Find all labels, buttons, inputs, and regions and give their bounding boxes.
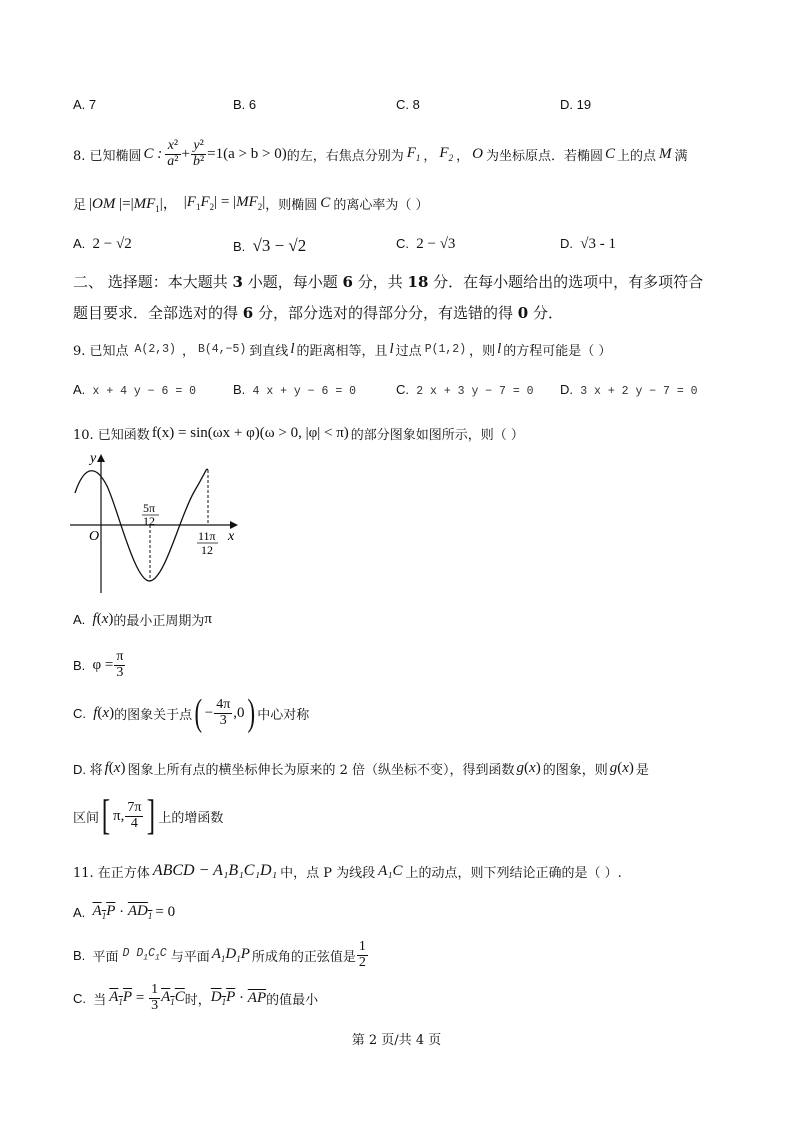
q10-function: f(x) = sin(ωx + φ)(ω > 0, |φ| < π): [151, 424, 349, 441]
q8-text-4: 满: [674, 148, 688, 164]
q8-origin-o: O: [472, 145, 483, 162]
q11-option-b: B. 平面 D $D_1C_1C$ 与平面 $A_1D_1P$ 所成角的正弦值是 $\frac{1}{2}$: [73, 938, 366, 970]
section2-line2: 题目要求．全部选对的得 6 分，部分选对的得部分分，有选错的得 0 分．: [73, 304, 563, 322]
q11-cube: ABCD − A₁B₁C₁D₁: [152, 862, 278, 879]
q7-option-d: D. 19: [560, 97, 592, 112]
q10-number: 10. 已知函数: [73, 427, 150, 443]
y-axis-arrow: [97, 454, 105, 462]
q9-option-a: A. x + 4 y − 6 = 0: [73, 382, 197, 398]
tick-5pi12-den: 12: [143, 514, 155, 528]
q8-frac-x: $\frac{\text{x²}}{\text{a²}}$: [167, 137, 179, 169]
q11-option-c: C. 当 $A_1P$ = $\frac{1}{3}$ $A_1C$ 时， $D_1P$ · $\overline{AP}$ 的值最小: [73, 981, 319, 1013]
tick-5pi12-num: 5π: [143, 501, 156, 515]
q9-option-c: C. 2 x + 3 y − 7 = 0: [396, 382, 534, 398]
q9-number: 9. 已知点: [73, 343, 129, 359]
q10-option-b: B. φ = $\frac{\pi}{3}$: [73, 648, 124, 680]
q10-option-a: A. f(x) 的最小正周期为 π: [73, 610, 212, 629]
tick-11pi12-den: 12: [201, 543, 213, 557]
q8-option-a: A. 2 − √2: [73, 236, 132, 252]
q7-option-c: C. 8: [396, 97, 420, 112]
q7-option-b: B. 6: [233, 97, 257, 112]
q9-point-a: A(2,3): [134, 342, 176, 356]
q11-option-a: A. $A_1P$ · $AD_1$ = 0: [73, 903, 176, 921]
page-footer: 第 2 页/共 4 页: [351, 1033, 442, 1048]
q8-stem: 8. 已知椭圆 C : $\frac{\text{x²}}{\text{a²}}$ + $\frac{\text{y²}}{\text{b²}}$ =1(a > b > 0) 的左，右焦点分别为 $F_1$ ， $F_2$ ， O 为坐标原点．若椭圆 C 上的点 M 满: [73, 137, 688, 169]
q9-stem: 9. 已知点 A(2,3) ， B(4,−5) 到直线 l 的距离相等，且 l 过点 P(1,2) ，则 l 的方程可能是（ ）: [73, 340, 612, 359]
x-label: x: [228, 529, 235, 544]
q8-ellipse-c: C :: [143, 145, 163, 162]
q8-text-2: 为坐标原点．若椭圆: [485, 148, 603, 164]
q8-frac-y: $\frac{\text{y²}}{\text{b²}}$: [192, 137, 205, 169]
q8-stem-line2: 足 |OM $|=|MF_1|$， $|F_1F_2| = |MF_2|$ ，则椭圆 C 的离心率为（ ）: [73, 194, 429, 214]
q8-text-1: 的左，右焦点分别为: [286, 148, 404, 164]
tick-11pi12-num: 11π: [198, 529, 216, 543]
q8-option-b: B. √3 − √2: [233, 236, 307, 255]
q8-option-d: D. √3 - 1: [560, 236, 616, 252]
q8-text-6: ，则椭圆: [265, 197, 318, 213]
q11-stem: 11. 在正方体 ABCD − A₁B₁C₁D₁ 中，点 P 为线段 A₁C 上的动点，则下列结论正确的是（ ）.: [73, 862, 622, 881]
q9-point-p: P(1,2): [424, 342, 467, 356]
q8-f2: $F_2$: [439, 145, 454, 163]
q10-sine-graph: [70, 448, 250, 598]
q8-condition: =1(a > b > 0): [207, 145, 287, 162]
origin-label: O: [89, 529, 100, 544]
q8-text-3: 上的点: [616, 148, 656, 164]
q10-option-d: D. 将 f(x) 图象上所有点的横坐标伸长为原来的 2 倍（纵坐标不变），得到函数 g(x) 的图象，则 g(x) 是: [73, 759, 649, 778]
q7-option-a: A. 7: [73, 97, 97, 112]
q8-text-5: 足: [73, 197, 87, 213]
q9-point-b: B(4,−5): [197, 342, 247, 356]
q10-option-d-line2: 区间 [ π, $\frac{7\pi}{4}$ ] 上的增函数: [73, 793, 224, 839]
q10-stem: 10. 已知函数 f(x) = sin(ωx + φ)(ω > 0, |φ| < π) 的部分图象如图所示，则（ ）: [73, 424, 524, 443]
q10-option-c: C. f(x) 的图象关于点 ( − $\frac{4\pi}{3}$ ,0 ) 中心对称: [73, 692, 310, 734]
q9-option-b: B. 4 x + y − 6 = 0: [233, 382, 357, 398]
q8-text-7: 的离心率为（ ）: [333, 197, 429, 213]
q8-option-c: C. 2 − √3: [396, 236, 456, 252]
q9-option-d: D. 3 x + 2 y − 7 = 0: [560, 382, 698, 398]
q8-number: 8. 已知椭圆: [73, 148, 142, 164]
q8-f1: $F_1$: [406, 145, 421, 163]
section2-line1: 二、 选择题：本大题共 3 小题，每小题 6 分，共 18 分．在每小题给出的选项中，有多项符合: [73, 273, 704, 291]
x-axis-arrow: [230, 521, 238, 529]
q11-number: 11. 在正方体: [73, 865, 150, 881]
y-label: y: [90, 451, 97, 466]
